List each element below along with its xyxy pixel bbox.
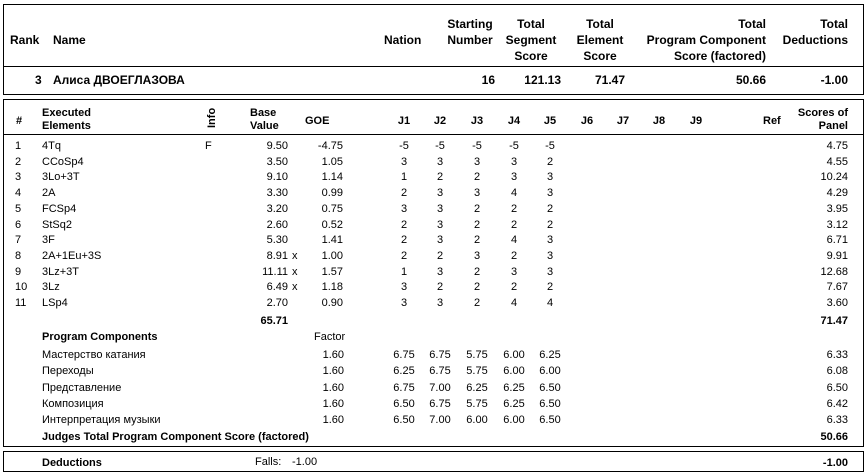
element-base-value: 2.60: [266, 218, 288, 231]
element-number: 9: [15, 265, 22, 278]
element-judge-score-2: 2: [436, 171, 444, 184]
component-judge-score-5: 6.50: [539, 397, 561, 410]
info-header: Info: [206, 107, 218, 128]
element-name: 3F: [42, 234, 55, 247]
component-judge-score-2: 6.75: [429, 365, 451, 378]
component-factor: 1.60: [322, 381, 344, 394]
component-judge-score-3: 6.00: [466, 414, 488, 427]
element-panel-score: 7.67: [826, 281, 848, 294]
judge-header-5: J5: [543, 115, 557, 127]
element-judge-score-2: 3: [436, 234, 444, 247]
element-judge-score-3: 2: [473, 202, 481, 215]
judge-header-7: J7: [616, 115, 630, 127]
element-name: LSp4: [42, 297, 68, 309]
skater-total-pcs: 50.66: [735, 73, 766, 87]
component-judge-score-5: 6.00: [539, 365, 561, 378]
element-judge-score-4: 4: [510, 297, 518, 309]
element-row: [0, 249, 867, 265]
element-number: 11: [15, 297, 27, 309]
component-row: [0, 397, 867, 413]
goe-header: GOE: [305, 115, 330, 127]
component-judge-score-2: 7.00: [429, 414, 451, 427]
skater-total-element-score: 71.47: [594, 73, 625, 87]
component-row: [0, 348, 867, 364]
element-base-value: 2.70: [266, 297, 288, 309]
element-judge-score-1: 1: [400, 265, 408, 278]
component-judge-score-3: 6.25: [466, 381, 488, 394]
element-judge-score-2: 3: [436, 155, 444, 168]
element-judge-score-5: 2: [546, 155, 554, 168]
element-judge-score-4: 2: [510, 249, 518, 262]
element-judge-score-4: 4: [510, 187, 518, 200]
element-name: 4Tq: [42, 140, 61, 152]
scores-of-panel-header: Scores of Panel: [797, 107, 848, 132]
element-base-value: 3.20: [266, 202, 288, 215]
element-judge-score-3: 2: [473, 234, 481, 247]
element-judge-score-2: 2: [436, 249, 444, 262]
element-base-value: 3.50: [266, 155, 288, 168]
deductions-label: Deductions: [42, 457, 102, 469]
component-factor: 1.60: [322, 349, 344, 361]
summary-frame: [3, 4, 864, 95]
element-judge-score-5: 2: [546, 202, 554, 215]
component-panel-score: 6.33: [826, 349, 848, 361]
element-goe: 0.75: [321, 202, 343, 215]
component-judge-score-4: 6.00: [503, 414, 525, 427]
element-base-value: 3.30: [266, 187, 288, 200]
element-panel-score: 12.68: [820, 265, 848, 278]
element-judge-score-4: 4: [510, 234, 518, 247]
element-judge-score-2: 3: [436, 187, 444, 200]
element-judge-score-4: 2: [510, 218, 518, 231]
elements-header-divider: [3, 134, 864, 135]
element-row: [0, 139, 867, 155]
element-judge-score-5: 2: [546, 218, 554, 231]
element-row: [0, 155, 867, 171]
component-name: Композиция: [42, 397, 104, 410]
component-row: [0, 381, 867, 397]
element-judge-score-4: 3: [510, 265, 518, 278]
element-row: [0, 265, 867, 281]
element-judge-score-3: 2: [473, 297, 481, 309]
element-goe: 1.41: [321, 234, 343, 247]
element-judge-score-1: 3: [400, 202, 408, 215]
element-judge-score-1: 3: [400, 155, 408, 168]
element-panel-score: 4.55: [826, 155, 848, 168]
element-judge-score-1: 2: [400, 218, 408, 231]
element-judge-score-2: 3: [436, 202, 444, 215]
component-judge-score-2: 6.75: [429, 349, 451, 361]
element-judge-score-3: 2: [473, 218, 481, 231]
component-panel-score: 6.08: [826, 365, 848, 378]
total-pcs-header: Total Program Component Score (factored): [646, 17, 766, 63]
component-panel-score: 6.50: [826, 381, 848, 394]
component-judge-score-5: 6.50: [539, 381, 561, 394]
component-judge-score-3: 5.75: [466, 397, 488, 410]
component-name: Мастерство катания: [42, 349, 146, 361]
component-row: [0, 413, 867, 429]
element-judge-score-3: 3: [473, 249, 481, 262]
element-base-value: 6.49: [266, 281, 288, 294]
falls-label: Falls:: [255, 456, 282, 468]
element-bonus-marker: x: [292, 249, 298, 262]
element-name: CCoSp4: [42, 155, 84, 168]
summary-divider: [3, 66, 864, 67]
element-goe: -4.75: [317, 140, 343, 152]
component-judge-score-3: 5.75: [466, 365, 488, 378]
element-judge-score-1: 3: [400, 297, 408, 309]
element-panel-score: 10.24: [820, 171, 848, 184]
element-goe: 0.99: [321, 187, 343, 200]
element-name: 2A: [42, 187, 56, 200]
element-judge-score-5: 3: [546, 249, 554, 262]
element-info: F: [205, 140, 212, 152]
component-judge-score-4: 6.00: [503, 365, 525, 378]
element-goe: 0.90: [321, 297, 343, 309]
element-judge-score-4: 2: [510, 202, 518, 215]
pc-total-score: 50.66: [820, 431, 848, 443]
executed-elements-header: Executed Elements: [42, 107, 91, 132]
element-number: 6: [15, 218, 22, 231]
element-row: [0, 202, 867, 218]
element-judge-score-2: 3: [436, 265, 444, 278]
element-goe: 1.05: [321, 155, 343, 168]
element-row: [0, 296, 867, 312]
total-deductions-header: Total Deductions: [782, 17, 848, 47]
base-value-total: 65.71: [260, 315, 288, 327]
element-name: FCSp4: [42, 202, 77, 215]
element-number: 10: [15, 281, 28, 294]
element-name: 2A+1Eu+3S: [42, 249, 102, 262]
element-goe: 1.14: [321, 171, 343, 184]
component-panel-score: 6.33: [826, 414, 848, 427]
element-goe: 1.18: [321, 281, 343, 294]
element-row: [0, 280, 867, 296]
component-judge-score-3: 5.75: [466, 349, 488, 361]
element-number: 5: [15, 202, 22, 215]
element-number: 3: [15, 171, 22, 184]
element-row: [0, 218, 867, 234]
judge-header-8: J8: [652, 115, 666, 127]
elements-score-total: 71.47: [820, 315, 848, 327]
element-judge-score-4: 3: [510, 171, 518, 184]
component-factor: 1.60: [322, 397, 344, 410]
judge-header-2: J2: [433, 115, 447, 127]
element-number: 1: [15, 140, 22, 152]
skater-name: Алиса ДВОЕГЛАЗОВА: [53, 73, 185, 87]
element-bonus-marker: x: [292, 265, 298, 278]
total-element-score-header: Total Element Score: [576, 17, 624, 63]
judge-header-4: J4: [507, 115, 521, 127]
element-base-value: 9.50: [266, 140, 288, 152]
element-judge-score-1: 1: [400, 171, 408, 184]
element-judge-score-4: -5: [509, 140, 519, 152]
element-panel-score: 4.29: [826, 187, 848, 200]
element-panel-score: 9.91: [826, 249, 848, 262]
deductions-total: -1.00: [822, 457, 848, 469]
element-bonus-marker: x: [292, 281, 298, 294]
num-header: #: [16, 115, 23, 127]
judge-header-1: J1: [397, 115, 411, 127]
element-judge-score-1: 3: [400, 281, 408, 294]
skater-total-segment-score: 121.13: [524, 73, 561, 87]
element-row: [0, 233, 867, 249]
element-judge-score-1: 2: [400, 234, 408, 247]
component-panel-score: 6.42: [826, 397, 848, 410]
element-number: 2: [15, 155, 22, 168]
element-judge-score-3: 3: [473, 155, 481, 168]
skater-total-deductions: -1.00: [820, 73, 848, 87]
element-panel-score: 6.71: [826, 234, 848, 247]
element-base-value: 8.91: [266, 249, 288, 262]
element-panel-score: 4.75: [826, 140, 848, 152]
element-name: StSq2: [42, 218, 72, 231]
component-judge-score-1: 6.75: [393, 349, 415, 361]
rank-header: Rank: [10, 33, 40, 47]
component-judge-score-1: 6.50: [393, 414, 415, 427]
element-judge-score-1: 2: [400, 249, 408, 262]
element-name: 3Lo+3T: [42, 171, 80, 184]
component-name: Представление: [42, 381, 122, 394]
element-judge-score-4: 3: [510, 155, 518, 168]
element-number: 7: [15, 234, 22, 247]
judge-header-3: J3: [470, 115, 484, 127]
element-judge-score-3: -5: [472, 140, 482, 152]
element-judge-score-5: 2: [546, 281, 554, 294]
element-row: [0, 186, 867, 202]
judge-header-6: J6: [580, 115, 594, 127]
falls-value: -1.00: [292, 456, 318, 468]
element-base-value: 9.10: [266, 171, 288, 184]
element-goe: 1.00: [321, 249, 343, 262]
judge-header-9: J9: [689, 115, 703, 127]
ref-header: Ref: [763, 115, 781, 127]
element-judge-score-1: -5: [399, 140, 409, 152]
component-judge-score-5: 6.50: [539, 414, 561, 427]
skater-rank: 3: [35, 73, 42, 87]
component-judge-score-2: 6.75: [429, 397, 451, 410]
deductions-frame: [3, 451, 864, 472]
program-components-label: Program Components: [42, 331, 158, 343]
component-judge-score-4: 6.00: [503, 349, 525, 361]
total-segment-score-header: Total Segment Score: [505, 17, 557, 63]
element-panel-score: 3.60: [826, 297, 848, 309]
element-goe: 0.52: [321, 218, 343, 231]
component-name: Интерпретация музыки: [42, 414, 161, 427]
element-number: 4: [15, 187, 22, 200]
factor-label: Factor: [314, 331, 346, 343]
element-panel-score: 3.95: [826, 202, 848, 215]
element-judge-score-2: -5: [435, 140, 445, 152]
pc-total-label: Judges Total Program Component Score (factored): [42, 431, 309, 443]
element-judge-score-5: 3: [546, 265, 554, 278]
base-value-header: Base Value: [250, 107, 279, 132]
component-judge-score-4: 6.25: [503, 397, 525, 410]
element-judge-score-3: 3: [473, 187, 481, 200]
element-panel-score: 3.12: [826, 218, 848, 231]
component-judge-score-1: 6.25: [393, 365, 415, 378]
component-row: [0, 364, 867, 380]
skater-starting-number: 16: [481, 73, 495, 87]
element-judge-score-2: 2: [436, 281, 444, 294]
element-judge-score-1: 2: [400, 187, 408, 200]
element-judge-score-3: 2: [473, 265, 481, 278]
element-judge-score-2: 3: [436, 297, 444, 309]
element-goe: 1.57: [321, 265, 343, 278]
starting-number-header: Starting Number: [447, 17, 493, 47]
nation-header: Nation: [384, 33, 422, 47]
element-row: [0, 170, 867, 186]
element-judge-score-5: 3: [546, 234, 554, 247]
element-judge-score-4: 2: [510, 281, 518, 294]
element-judge-score-5: -5: [545, 140, 555, 152]
component-judge-score-1: 6.75: [393, 381, 415, 394]
element-judge-score-3: 2: [473, 171, 481, 184]
component-judge-score-2: 7.00: [429, 381, 451, 394]
element-judge-score-5: 3: [546, 187, 554, 200]
element-base-value: 11.11: [262, 265, 288, 278]
element-judge-score-2: 3: [436, 218, 444, 231]
name-header: Name: [53, 33, 86, 47]
element-name: 3Lz+3T: [42, 265, 79, 278]
component-judge-score-4: 6.25: [503, 381, 525, 394]
component-name: Переходы: [42, 365, 94, 378]
element-judge-score-3: 2: [473, 281, 481, 294]
element-number: 8: [15, 249, 22, 262]
element-name: 3Lz: [42, 281, 60, 294]
element-judge-score-5: 4: [546, 297, 554, 309]
element-base-value: 5.30: [266, 234, 288, 247]
component-judge-score-5: 6.25: [539, 349, 561, 361]
component-factor: 1.60: [322, 414, 344, 427]
component-judge-score-1: 6.50: [393, 397, 415, 410]
component-factor: 1.60: [322, 365, 344, 378]
element-judge-score-5: 3: [546, 171, 554, 184]
